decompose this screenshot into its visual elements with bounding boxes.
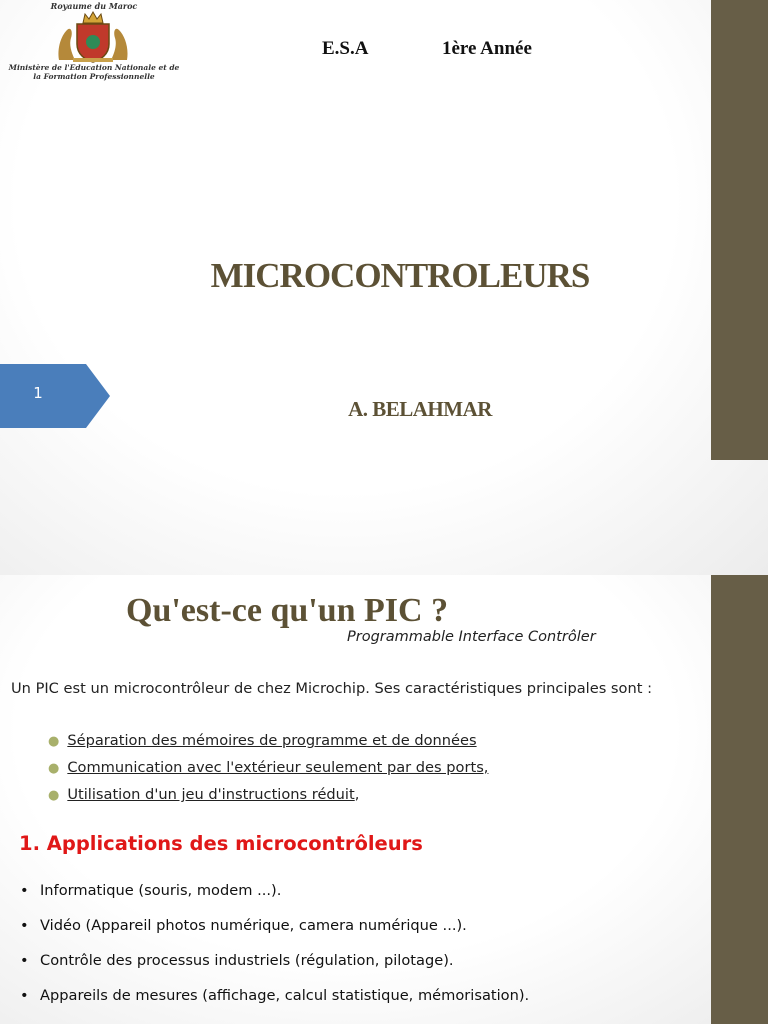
bullet-icon: • [20,917,29,934]
bullet-icon: ● [48,788,60,803]
slide-subtitle: Programmable Interface Contrôler [347,629,596,645]
bullet-icon: • [20,952,29,969]
emblem-bottom-text [0,63,188,81]
list-item [20,917,529,952]
slide-title: MICROCONTROLEURS [210,256,590,295]
list-item [48,786,488,813]
feature-text: Utilisation d'un jeu d'instructions réduit [67,786,355,803]
page-number-badge [0,364,110,428]
feature-text: Communication avec l'extérieur seulement par des ports, [67,759,489,776]
bullet-icon: • [20,987,29,1004]
slide-title: Qu'est-ce qu'un PIC ? [126,592,449,629]
sidebar-bar [711,0,768,460]
feature-suffix: , [354,786,360,803]
feature-list [48,732,488,813]
slide-2 [0,575,768,1024]
application-text: Appareils de mesures (affichage, calcul statistique, mémorisation). [40,987,530,1004]
bullet-icon: • [20,882,29,899]
page-number: 1 [33,384,43,402]
feature-text: Séparation des mémoires de programme et de données [67,732,477,749]
year-label: 1ère Année [442,38,532,59]
application-text: Vidéo (Appareil photos numérique, camera numérique ...). [40,917,467,934]
applications-list [20,882,529,1022]
list-item [48,759,488,786]
list-item [20,987,529,1022]
section-heading: 1. Applications des microcontrôleurs [19,832,423,855]
list-item [20,882,529,917]
list-item [48,732,488,759]
intro-paragraph: Un PIC est un microcontrôleur de chez Microchip. Ses caractéristiques principales sont : [11,680,652,697]
bullet-icon: ● [48,734,60,749]
ministry-emblem [0,0,188,86]
application-text: Informatique (souris, modem ...). [40,882,282,899]
emblem-line-1: Ministère de l'Education Nationale et de [8,63,180,72]
school-label: E.S.A [322,38,369,59]
application-text: Contrôle des processus industriels (régulation, pilotage). [40,952,454,969]
author-name: A. BELAHMAR [348,397,492,421]
emblem-line-2: la Formation Professionnelle [33,72,155,81]
badge-arrow-shape [0,364,110,428]
sidebar-bar [711,575,768,1024]
list-item [20,952,529,987]
bullet-icon: ● [48,761,60,776]
coat-of-arms-icon [53,10,133,64]
emblem-top-text: Royaume du Maroc [50,1,138,11]
